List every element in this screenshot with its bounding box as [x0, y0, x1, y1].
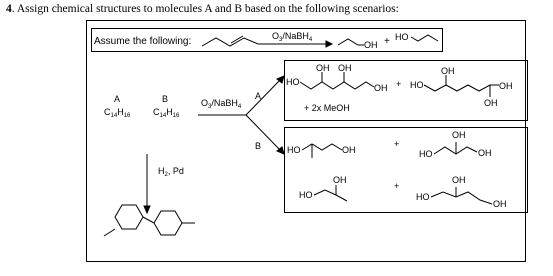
molecule-a-formula: $C_{14}H_{16}$ [104, 107, 131, 119]
box-b-plus2: + [394, 181, 400, 191]
branch-a-arrow [246, 79, 281, 115]
box-b-p4-ho: HO [416, 192, 430, 202]
molecule-b-formula: $C_{14}H_{16}$ [153, 107, 180, 119]
box-b-plus1: + [394, 139, 400, 149]
box-b-p2-ho: HO [419, 149, 433, 159]
box-b-p1-ho: HO [287, 145, 301, 155]
assume-product1-chain [338, 39, 364, 45]
branch-b-arrow [246, 115, 281, 151]
box-b-p2-oh: OH [478, 148, 492, 158]
question-number: 4 [6, 3, 12, 15]
hydrogenation-arrowhead [144, 206, 150, 213]
box-b-p4-chain [431, 192, 492, 204]
branch-b-label: B [255, 141, 262, 151]
box-b-p4-oh: OH [493, 199, 507, 209]
box-a-oh3: OH [374, 83, 388, 93]
box-b-p3-ho: HO [299, 190, 313, 200]
main-reagent: $O_3/NaBH_4$ [201, 98, 242, 110]
hydrogenation-reagent: $H_2$, Pd [158, 166, 184, 178]
box-b-p3-chain [314, 190, 347, 201]
molecule-a-letter: A [114, 94, 121, 104]
box-a-meoh: + 2x MeOH [304, 103, 350, 113]
box-a-ho1: HO [286, 77, 300, 87]
box-a-plus: + [396, 79, 402, 89]
branch-a-label: A [255, 91, 262, 101]
box-a-product1-chain [300, 82, 374, 89]
assume-product1-oh: OH [364, 40, 378, 50]
box-a-oh5: OH [499, 81, 513, 91]
box-a-oh4: OH [441, 66, 455, 76]
molecule-b-letter: B [162, 94, 169, 104]
assume-plus: + [384, 36, 390, 47]
assume-product2-ho: HO [395, 32, 409, 42]
box-b-p2-oh-top: OH [452, 130, 466, 140]
ring-link [143, 217, 154, 223]
question-body: . Assign chemical structures to molecules A and B based on the following scenarios: [11, 3, 399, 15]
box-a-oh2: OH [338, 63, 352, 73]
box-b [285, 128, 528, 213]
box-b-p3-oh: OH [333, 175, 347, 185]
ring-1-methyl [104, 229, 115, 236]
assume-reagent: $O_3/NaBH_4$ [272, 31, 313, 43]
box-a-oh1: OH [316, 63, 330, 73]
box-b-p4-oh-top: OH [452, 175, 466, 185]
box-a-oh6: OH [484, 98, 498, 108]
box-a-product2-chain [424, 85, 499, 91]
box-a-ho2: HO [410, 80, 424, 90]
outer-frame [87, 21, 526, 262]
box-b-p1-oh: OH [342, 145, 356, 155]
assume-product2-chain [411, 35, 438, 41]
cyclohexane-ring-1 [115, 205, 143, 229]
box-b-p1-chain [302, 144, 342, 150]
assume-label: Assume the following: [94, 36, 192, 47]
cyclohexane-ring-2 [154, 211, 182, 235]
assume-arrowhead [326, 41, 332, 47]
